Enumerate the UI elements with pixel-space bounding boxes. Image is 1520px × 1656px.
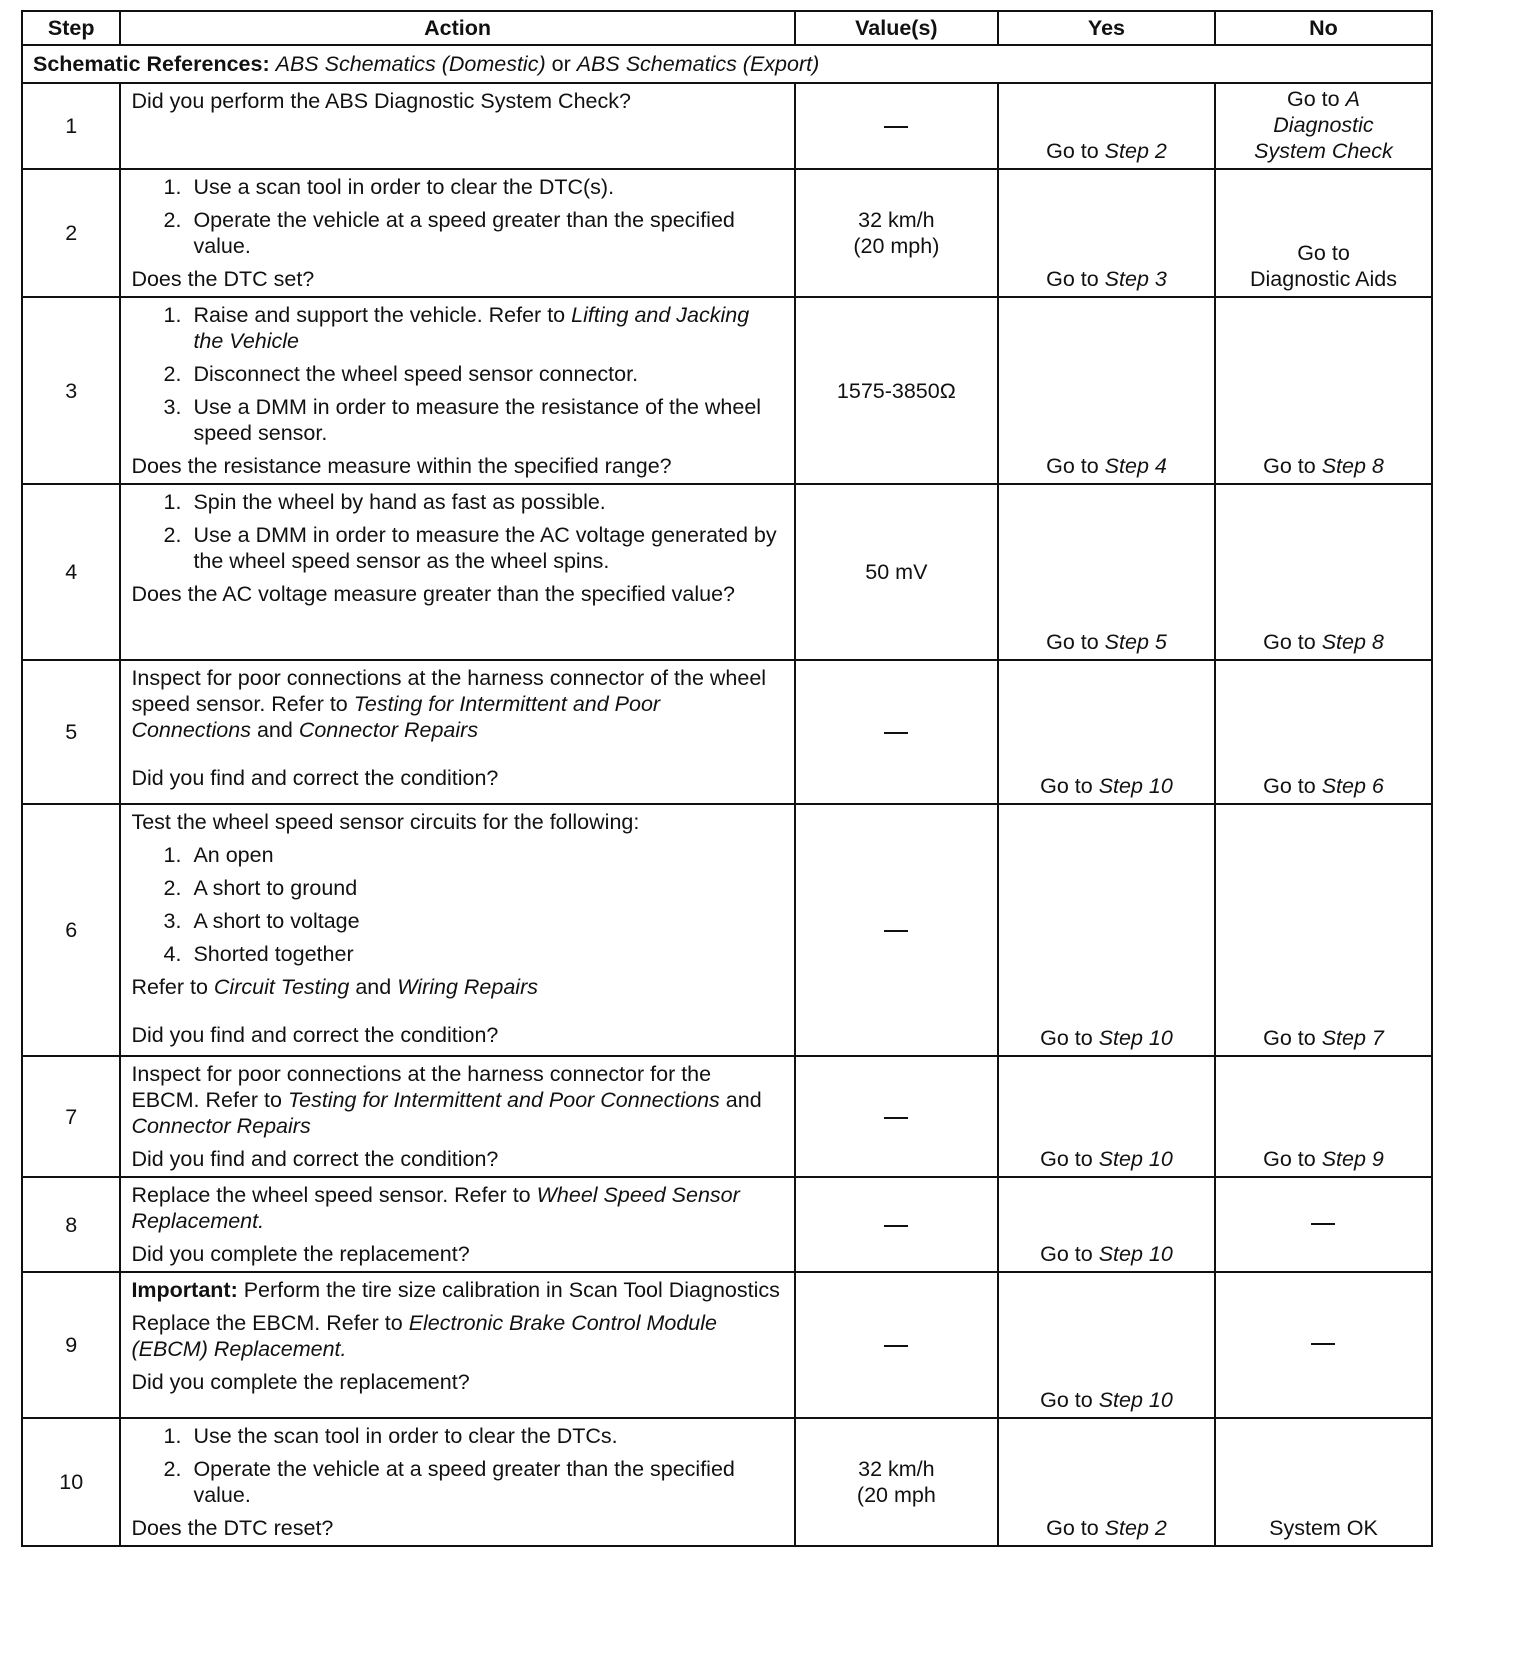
table-row-step-7 (22, 1056, 1432, 1177)
step-number: 6 (22, 804, 120, 1056)
step-number: 5 (22, 660, 120, 804)
dash-mark (1311, 1223, 1335, 1225)
instruction: 2. Use a DMM in order to measure the AC voltage generated by the wheel speed sensor as the wheel spins. (187, 522, 783, 574)
diagnostic-table (21, 10, 1433, 1547)
instruction-text: Replace the wheel speed sensor. Refer to Wheel Speed Sensor Replacement. (131, 1183, 740, 1233)
instruction-list (131, 489, 783, 574)
instruction: 1. Use the scan tool in order to clear the DTCs. (187, 1423, 783, 1449)
value-cell (795, 1272, 998, 1418)
schematic-references: Schematic References: ABS Schematics (Domestic) or ABS Schematics (Export) (22, 45, 1432, 83)
no-cell[interactable]: Go to A Diagnostic System Check (1215, 83, 1432, 169)
link-testing-intermittent[interactable]: Testing for Intermittent and Poor Connections (287, 1088, 720, 1112)
header-yes: Yes (998, 11, 1215, 45)
instruction: 2. Disconnect the wheel speed sensor connector. (187, 361, 783, 387)
yes-cell[interactable]: Go to Step 10 (998, 660, 1215, 804)
step-number: 2 (22, 169, 120, 297)
table-row-step-5 (22, 660, 1432, 804)
table-row-step-9 (22, 1272, 1432, 1418)
link-connector-repairs[interactable]: Connector Repairs (298, 718, 479, 742)
instruction: 1. Spin the wheel by hand as fast as possible. (187, 489, 783, 515)
reference-text: Refer to Circuit Testing and Wiring Repairs (131, 975, 538, 999)
action-cell (120, 169, 794, 297)
instruction: 3. Use a DMM in order to measure the resistance of the wheel speed sensor. (187, 394, 783, 446)
instruction-list (131, 302, 783, 446)
step-number: 10 (22, 1418, 120, 1546)
no-cell[interactable]: Go to Step 7 (1215, 804, 1432, 1056)
yes-cell[interactable]: Go to Step 10 (998, 804, 1215, 1056)
link-wiring-repairs[interactable]: Wiring Repairs (397, 975, 538, 999)
dash-mark (884, 1345, 908, 1347)
instruction-text: Inspect for poor connections at the harness connector for the EBCM. Refer to Testing for Intermittent and Poor Connections and Connector Repairs (131, 1062, 762, 1138)
no-cell[interactable]: Go to Diagnostic Aids (1215, 169, 1432, 297)
instruction-list (131, 1423, 783, 1508)
header-no: No (1215, 11, 1432, 45)
table-row-step-2 (22, 169, 1432, 297)
instruction: 2. Operate the vehicle at a speed greater than the specified value. (187, 207, 783, 259)
action-cell (120, 1418, 794, 1546)
question: Does the resistance measure within the specified range? (131, 454, 672, 478)
no-cell[interactable]: Go to Step 6 (1215, 660, 1432, 804)
question: Did you complete the replacement? (131, 1370, 470, 1394)
dash-mark (884, 930, 908, 932)
value-cell (795, 1056, 998, 1177)
action-cell (120, 804, 794, 1056)
schematic-link-export[interactable]: ABS Schematics (Export) (576, 52, 820, 76)
header-action: Action (120, 11, 794, 45)
header-row (22, 11, 1432, 45)
step-number: 9 (22, 1272, 120, 1418)
table-row-step-8 (22, 1177, 1432, 1272)
instruction: 1. Use a scan tool in order to clear the DTC(s). (187, 174, 783, 200)
table-row-step-10 (22, 1418, 1432, 1546)
step-number: 7 (22, 1056, 120, 1177)
table-row-step-6 (22, 804, 1432, 1056)
action-cell (120, 484, 794, 660)
important-note: Important: Perform the tire size calibration in Scan Tool Diagnostics (131, 1278, 780, 1302)
instruction-intro: Test the wheel speed sensor circuits for the following: (131, 810, 640, 834)
link-wheel-speed-sensor-replacement[interactable]: Wheel Speed Sensor Replacement. (131, 1183, 740, 1233)
schematic-link-domestic[interactable]: ABS Schematics (Domestic) (275, 52, 546, 76)
value-cell: 1575-3850Ω (795, 297, 998, 484)
dash-mark (884, 732, 908, 734)
link-testing-intermittent[interactable]: Testing for Intermittent and Poor Connections (131, 692, 661, 742)
action-cell (120, 1056, 794, 1177)
instruction: 2. Operate the vehicle at a speed greater than the specified value. (187, 1456, 783, 1508)
value-cell (795, 660, 998, 804)
header-step: Step (22, 11, 120, 45)
link-ebcm-replacement[interactable]: Electronic Brake Control Module (EBCM) Replacement. (131, 1311, 717, 1361)
instruction: 2. A short to ground (187, 875, 783, 901)
step-number: 1 (22, 83, 120, 169)
question: Did you find and correct the condition? (131, 766, 499, 790)
instruction: 1. Raise and support the vehicle. Refer to Lifting and Jacking the Vehicle (187, 302, 783, 354)
instruction: 3. A short to voltage (187, 908, 783, 934)
dash-mark (1311, 1343, 1335, 1345)
step-number: 8 (22, 1177, 120, 1272)
instruction: 4. Shorted together (187, 941, 783, 967)
action-cell (120, 660, 794, 804)
link-connector-repairs[interactable]: Connector Repairs (131, 1114, 311, 1138)
question: Did you perform the ABS Diagnostic System Check? (131, 89, 631, 113)
question: Does the DTC set? (131, 267, 315, 291)
question: Does the AC voltage measure greater than the specified value? (131, 582, 736, 606)
question: Does the DTC reset? (131, 1516, 334, 1540)
action-cell (120, 297, 794, 484)
no-cell: System OK (1215, 1418, 1432, 1546)
instruction-text: Replace the EBCM. Refer to Electronic Brake Control Module (EBCM) Replacement. (131, 1311, 717, 1361)
value-cell: 32 km/h (20 mph (795, 1418, 998, 1546)
value-cell: 32 km/h (20 mph) (795, 169, 998, 297)
dash-mark (884, 1117, 908, 1119)
action-cell (120, 1272, 794, 1418)
yes-cell[interactable]: Go to Step 2 (998, 83, 1215, 169)
action-cell (120, 1177, 794, 1272)
question: Did you find and correct the condition? (131, 1023, 499, 1047)
yes-cell[interactable]: Go to Step 10 (998, 1056, 1215, 1177)
yes-cell[interactable]: Go to Step 10 (998, 1177, 1215, 1272)
no-cell (1215, 1272, 1432, 1418)
no-cell (1215, 1177, 1432, 1272)
instruction: 1. An open (187, 842, 783, 868)
no-cell[interactable]: Go to Step 8 (1215, 484, 1432, 660)
question: Did you complete the replacement? (131, 1242, 470, 1266)
dash-mark (884, 1225, 908, 1227)
value-cell (795, 83, 998, 169)
value-cell (795, 804, 998, 1056)
link-circuit-testing[interactable]: Circuit Testing (213, 975, 350, 999)
dash-mark (884, 126, 908, 128)
value-cell: 50 mV (795, 484, 998, 660)
step-number: 3 (22, 297, 120, 484)
yes-cell[interactable]: Go to Step 10 (998, 1272, 1215, 1418)
yes-cell[interactable]: Go to Step 4 (998, 297, 1215, 484)
header-values: Value(s) (795, 11, 998, 45)
question: Did you find and correct the condition? (131, 1147, 499, 1171)
table-row-step-4 (22, 484, 1432, 660)
value-cell (795, 1177, 998, 1272)
schematic-row (22, 45, 1432, 83)
table-row-step-3 (22, 297, 1432, 484)
table-row-step-1 (22, 83, 1432, 169)
action-cell (120, 83, 794, 169)
no-cell[interactable]: Go to Step 8 (1215, 297, 1432, 484)
instruction-text: Inspect for poor connections at the harness connector of the wheel speed sensor. Refer to Testing for Intermittent and Poor Connections and Connector Repairs (131, 666, 767, 742)
yes-cell[interactable]: Go to Step 5 (998, 484, 1215, 660)
instruction-list (131, 842, 783, 967)
instruction-list (131, 174, 783, 259)
yes-cell[interactable]: Go to Step 2 (998, 1418, 1215, 1546)
no-cell[interactable]: Go to Step 9 (1215, 1056, 1432, 1177)
step-number: 4 (22, 484, 120, 660)
yes-cell[interactable]: Go to Step 3 (998, 169, 1215, 297)
